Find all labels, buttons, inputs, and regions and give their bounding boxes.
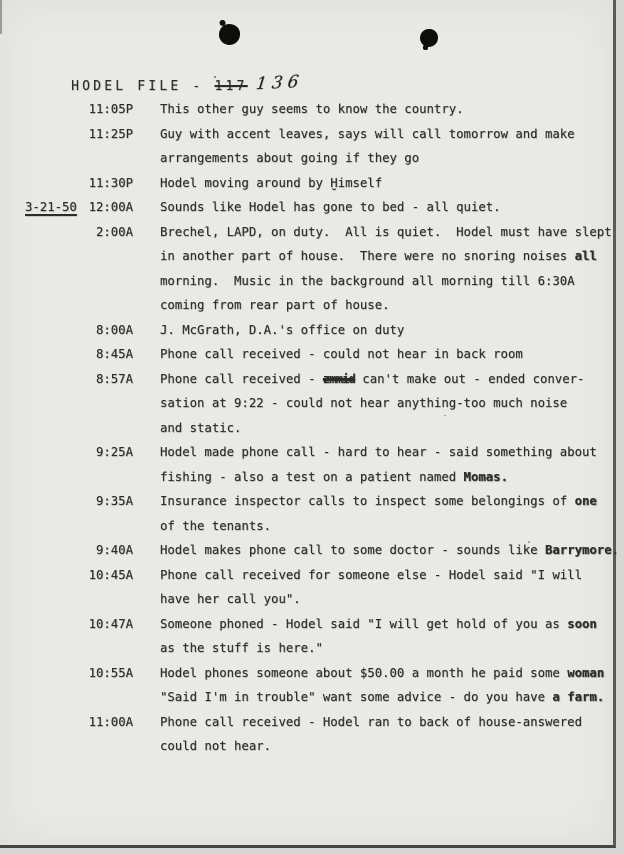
scan-edge-artifact (0, 0, 2, 34)
entry-time: 9:35A (95, 494, 133, 508)
entry-text: Insurance inspector calls to inspect some belongings of one of the tenants. (160, 494, 597, 533)
log-entry (25, 612, 609, 661)
entry-text: J. McGrath, D.A.'s office on duty (160, 322, 405, 337)
log-entry (25, 171, 609, 196)
struck-page-number: 117 (214, 79, 248, 94)
entry-text: Hodel phones someone about $50.00 a month he paid some woman "Said I'm in trouble" want some advice - do you have a farm. (160, 665, 605, 704)
entry-time: 10:45A (88, 567, 133, 582)
log-entry (25, 710, 609, 759)
entry-text: Hodel moving around by Ḫimself (160, 175, 383, 190)
scan-speck (444, 415, 446, 416)
entry-text: This other guy seems to know the country. (160, 102, 464, 116)
entry-time: 11:00A (88, 714, 133, 729)
entry-text: Guy with accent leaves, says will call tomorrow and make arrangements about going if they go (160, 126, 575, 165)
entry-text: Hodel makes phone call to some doctor - sounds like Barrymore. (160, 543, 620, 557)
entry-time: 10:55A (88, 665, 133, 680)
log-entry (25, 195, 609, 220)
log-entry (25, 661, 609, 710)
entry-time: 9:40A (95, 543, 133, 557)
entry-text: Phone call received - could not hear in back room (160, 347, 523, 361)
log-entry (25, 367, 609, 441)
entry-text: Hodel made phone call - hard to hear - said something about fishing - also a test on a patient named Momas. (160, 445, 597, 484)
entry-text: Phone call received - zmmid can't make out - ended conver- sation at 9:22 - could not hear anything-too much noise and static. (160, 371, 585, 435)
entry-time: 9:25A (95, 445, 133, 459)
entry-time: 8:00A (95, 322, 133, 337)
entry-time: 10:47A (88, 616, 133, 631)
entry-time: 11:30P (88, 175, 133, 190)
log-entries (25, 97, 620, 759)
log-entry (25, 122, 609, 171)
log-entry (25, 220, 612, 318)
log-entry (25, 342, 609, 367)
entry-time: 8:57A (95, 371, 133, 386)
handwritten-page-number: 136 (254, 71, 305, 95)
entry-time: 11:05P (88, 102, 133, 116)
entry-time: 11:25P (88, 126, 133, 141)
entry-text: Phone call received - Hodel ran to back of house-answered could not hear. (160, 714, 582, 753)
scan-speck (214, 76, 216, 78)
entry-date: 3-21-50 (25, 200, 77, 214)
entry-time: 2:00A (95, 224, 133, 239)
scan-speck (528, 541, 530, 543)
entry-text: Brechel, LAPD, on duty. All is quiet. Hodel must have slept in another part of house. There were no snoring noises all morning. Music in the background all morning till 6:30A coming from rear part of house. (160, 224, 612, 312)
ink-blot-left (218, 23, 242, 47)
entry-text: Someone phoned - Hodel said "I will get hold of you as soon as the stuff is here." (160, 616, 597, 655)
log-entry (25, 563, 609, 612)
log-entry (25, 318, 609, 343)
entry-text: Phone call received for someone else - Hodel said "I will have her call you". (160, 567, 582, 606)
ink-blot-right (420, 29, 438, 47)
entry-text: Sounds like Hodel has gone to bed - all quiet. (160, 200, 501, 214)
log-entry (25, 489, 609, 538)
file-title: HODEL FILE - (71, 79, 215, 94)
log-entry (25, 538, 620, 563)
entry-time: 8:45A (95, 347, 133, 361)
entry-time: 12:00A (88, 200, 133, 214)
log-entry (25, 440, 609, 489)
log-entry (25, 97, 609, 122)
